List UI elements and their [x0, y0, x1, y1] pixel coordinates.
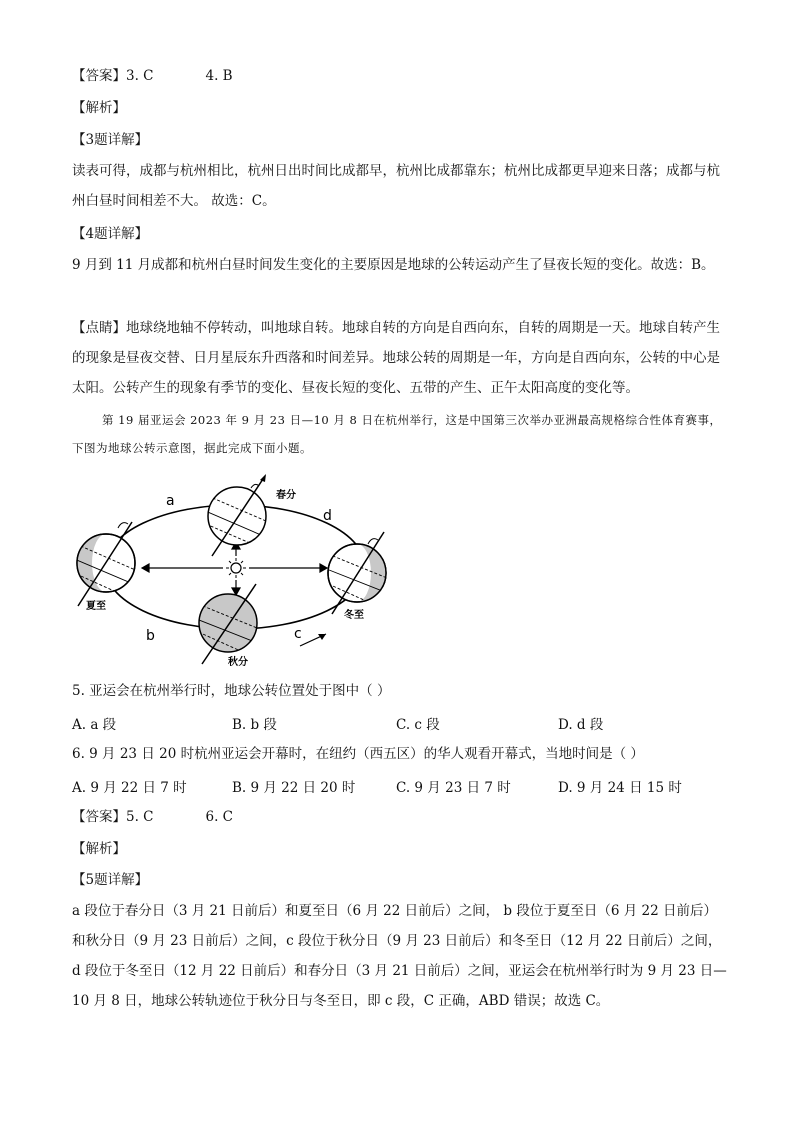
q5-option-a: A. a 段	[72, 717, 117, 733]
earth-revolution-diagram	[68, 468, 398, 673]
q3-header: 【3题详解】	[72, 132, 149, 148]
segment-label-b: b	[146, 628, 155, 644]
q5-option-d: D. d 段	[558, 717, 604, 733]
segment-label-d: d	[323, 508, 332, 524]
q5-option-c: C. c 段	[396, 717, 440, 733]
answer-label: 【答案】	[72, 809, 126, 825]
q4-body: 9 月到 11 月成都和杭州白昼时间发生变化的主要原因是地球的公转运动产生了昼夜长短的变化。故选：B。	[72, 257, 715, 273]
earth-spring-equinox	[203, 474, 273, 556]
answer-value: 5. C	[126, 809, 154, 825]
question-intro: 第 19 届亚运会 2023 年 9 月 23 日—10 月 8 日在杭州举行，这是中国第三次举办亚洲最高规格综合性体育赛事，下图为地球公转示意图，据此完成下面小题。	[72, 413, 722, 455]
answer-line-2	[72, 807, 233, 827]
tip-label: 【点睛】	[72, 320, 126, 336]
analysis-label: 【解析】	[72, 100, 126, 116]
answer-value: 6. C	[205, 809, 234, 825]
segment-label-a: a	[166, 493, 175, 509]
earth-autumn-equinox	[194, 584, 262, 664]
tip-body: 地球绕地轴不停转动，叫地球自转。地球自转的方向是自西向东，自转的周期是一天。地球自转产生的现象是昼夜交替、日月星辰东升西落和时间差异。地球公转的周期是一年，方向是自西向东，公转的中心是太阳。公转产生的现象有季节的变化、昼夜长短的变化、五带的产生、正午太阳高度的变化等。	[72, 320, 720, 396]
segment-label-c: c	[294, 626, 302, 642]
q5-header: 【5题详解】	[72, 872, 149, 888]
answer-label: 【答案】	[72, 68, 126, 84]
q6-option-b: B. 9 月 22 日 20 时	[232, 780, 356, 796]
q5-stem: 5. 亚运会在杭州举行时，地球公转位置处于图中（ ）	[72, 683, 391, 699]
sun-icon	[226, 558, 246, 578]
label-winter-solstice: 冬至	[344, 610, 364, 621]
label-spring-equinox: 春分	[276, 490, 296, 501]
q6-stem: 6. 9 月 23 日 20 时杭州亚运会开幕时，在纽约（西五区）的华人观看开幕式，当地时间是（ ）	[72, 746, 644, 762]
q5-option-b: B. b 段	[232, 717, 277, 733]
q6-option-a: A. 9 月 22 日 7 时	[72, 780, 187, 796]
answer-value: 3. C	[126, 68, 154, 84]
earth-winter-solstice	[324, 532, 392, 614]
q6-option-d: D. 9 月 24 日 15 时	[558, 780, 682, 796]
label-summer-solstice: 夏至	[86, 601, 106, 612]
q3-body: 读表可得，成都与杭州相比，杭州日出时间比成都早，杭州比成都靠东；杭州比成都更早迎来日落；成都与杭州白昼时间相差不大。 故选：C。	[72, 163, 720, 209]
label-autumn-equinox: 秋分	[228, 657, 248, 668]
q6-option-c: C. 9 月 23 日 7 时	[396, 780, 511, 796]
q4-header: 【4题详解】	[72, 226, 149, 242]
tip-paragraph	[72, 313, 727, 403]
q5-explanation: a 段位于春分日（3 月 21 日前后）和夏至日（6 月 22 日前后）之间， b 段位于夏至日（6 月 22 日前后）和秋分日（9 月 23 日前后）之间，c 段位于秋分日（9 月 23 日前后）和冬至日（12 月 22 日前后）之间，d 段位于冬至日（12 月 22 日前后）和春分日（3 月 21 日前后）之间，亚运会在杭州举行时为 9 月 23 日—10 月 8 日，地球公转轨迹位于秋分日与冬至日，即 c 段，C 正确，ABD 错误；故选 C。	[72, 903, 727, 1009]
answer-value: 4. B	[205, 68, 233, 84]
earth-summer-solstice	[72, 522, 140, 606]
analysis-label: 【解析】	[72, 841, 126, 857]
answer-line-1	[72, 66, 233, 86]
